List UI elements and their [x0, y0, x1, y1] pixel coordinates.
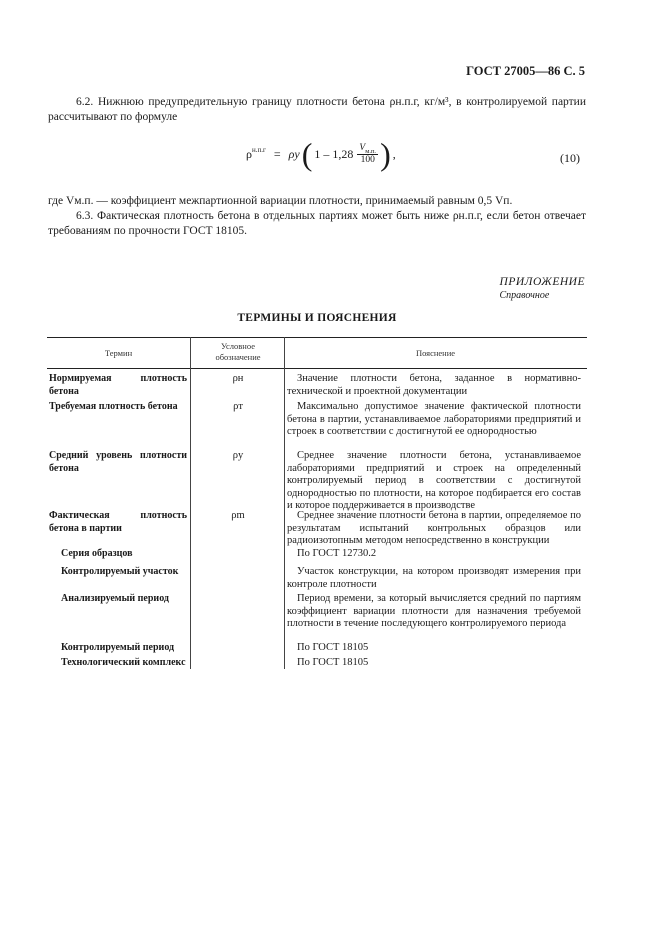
row-explanation: Среднее значение плотности бетона, устанавливаемое лабораториями предприятий и строек на определенный контролируемый период в соответствии с достигнутой однородностью по плотности, на которое подбирается его состав и которое поддерживается в производстве	[287, 450, 581, 511]
formula-paren-open: (	[301, 136, 313, 172]
formula-paren-close: )	[380, 136, 391, 172]
formula-lhs: $\rho^{н.п.г}$	[246, 146, 266, 161]
table-header-rule	[47, 368, 587, 369]
row-explanation: По ГОСТ 18105	[297, 657, 369, 668]
appendix-title: ПРИЛОЖЕНИЕ	[499, 276, 585, 288]
appendix-label	[500, 276, 585, 302]
table-divider-2	[284, 337, 285, 669]
row-term: Средний уровень плотности бетона	[49, 450, 187, 474]
formula-comma: ,	[392, 146, 396, 161]
row-term: Контролируемый период	[61, 642, 175, 653]
row-explanation: Максимально допустимое значение фактической плотности бетона в партии, устанавливаемое лабораториями предприятий и строек в соответствии с достигнутой ее однородностью	[287, 401, 581, 437]
header-symbol: Условное обозначение	[215, 341, 261, 362]
terms-table	[47, 337, 587, 677]
row-explanation: По ГОСТ 18105	[297, 642, 369, 653]
formula-one-minus: 1 – 1,28	[314, 146, 354, 161]
row-explanation: По ГОСТ 12730.2	[297, 548, 377, 559]
formula-equals: =	[273, 146, 281, 161]
row-term: Нормируемая плотность бетона	[49, 373, 187, 397]
page-header: ГОСТ 27005—86 С. 5	[466, 64, 585, 78]
table-top-rule	[47, 337, 587, 338]
row-symbol: ρm	[231, 510, 245, 521]
header-term: Термин	[104, 348, 133, 358]
paragraph-6-3: 6.3. Фактическая плотность бетона в отдельных партиях может быть ниже ρн.п.г, если бетон отвечает требованиям по прочности ГОСТ 18105.	[48, 210, 586, 237]
row-term: Анализируемый период	[61, 593, 169, 604]
row-explanation: Участок конструкции, на котором производят измерения при контроле плотности	[287, 566, 581, 590]
row-term: Контролируемый участок	[61, 566, 179, 577]
equation-number: (10)	[560, 151, 580, 165]
row-symbol: ρт	[233, 401, 243, 412]
row-symbol: ρн	[232, 373, 244, 384]
paragraph-6-2: 6.2. Нижнюю предупредительную границу плотности бетона ρн.п.г, кг/м³, в контролируемой партии рассчитывают по формуле	[48, 96, 586, 123]
formula-10	[246, 138, 396, 170]
formula-fraction: $\frac{V_{м.п.}}{100}$	[359, 142, 377, 166]
row-explanation: Среднее значение плотности бетона в партии, определяемое по результатам испытаний контрольных образцов или радиоизотопным методом непосредственно в конструкции	[287, 510, 581, 546]
row-term: Требуемая плотность бетона	[49, 401, 178, 412]
formula-rho-y: ρу	[288, 146, 300, 161]
row-term: Фактическая плотность бетона в партии	[49, 510, 187, 534]
row-term: Технологический комплекс	[61, 657, 186, 668]
row-explanation: Значение плотности бетона, заданное в нормативно-технической и проектной документации	[287, 373, 581, 397]
appendix-type: Справочное	[499, 290, 550, 301]
row-symbol: ρу	[232, 450, 244, 461]
row-explanation: Период времени, за который вычисляется средний по партиям коэффициент вариации плотности для назначения требуемой плотности в течение последующего контролируемого периода	[287, 593, 581, 629]
row-term: Серия образцов	[61, 548, 133, 559]
table-title: ТЕРМИНЫ И ПОЯСНЕНИЯ	[237, 312, 397, 324]
header-explanation: Пояснение	[415, 348, 456, 358]
paragraph-where: где Vм.п. — коэффициент межпартионной вариации плотности, принимаемый равным 0,5 Vп.	[48, 195, 513, 207]
table-divider-1	[190, 337, 191, 669]
